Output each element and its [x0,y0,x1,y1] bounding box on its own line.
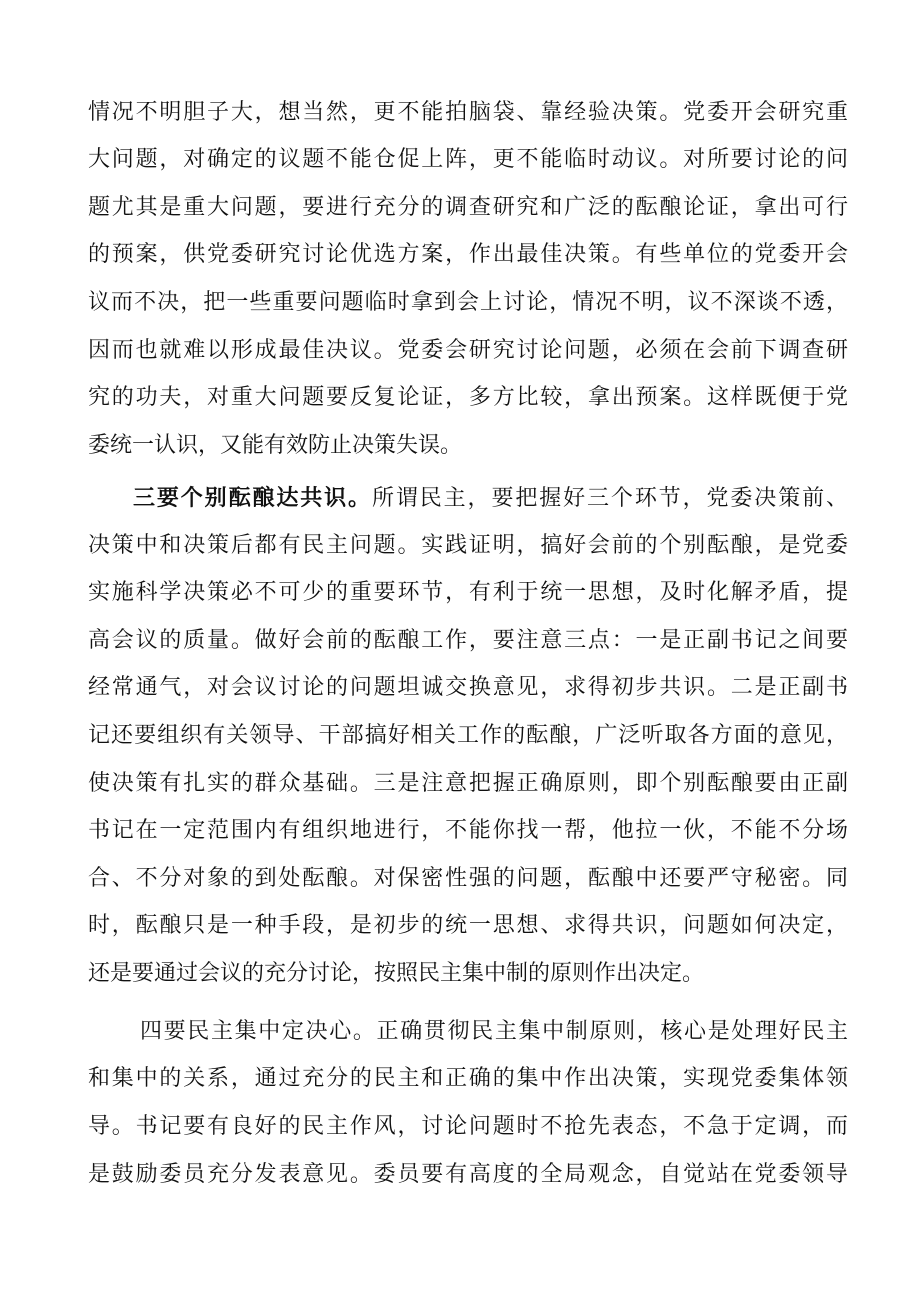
paragraph-3-line-1: 四要民主集中定决心。正确贯彻民主集中制原则，核心是处理好民主 [140,1019,848,1044]
paragraph-2-line-6: 记还要组织有关领导、干部搞好相关工作的酝酿，广泛听取各方面的意见， [88,723,848,748]
paragraph-2-line-5: 经常通气，对会议讨论的问题坦诚交换意见，求得初步共识。二是正副书 [88,675,848,700]
paragraph-2-line-10: 时，酝酿只是一种手段，是初步的统一思想、求得共识，问题如何决定， [88,913,848,938]
paragraph-1-line-5: 议而不决，把一些重要问题临时拿到会上讨论，情况不明，议不深谈不透， [88,290,848,315]
paragraph-1-line-3: 题尤其是重大问题，要进行充分的调查研究和广泛的酝酿论证，拿出可行 [88,195,848,220]
paragraph-2-line-9: 合、不分对象的到处酝酿。对保密性强的问题，酝酿中还要严守秘密。同 [88,866,848,891]
paragraph-2-line-11: 还是要通过会议的充分讨论，按照民主集中制的原则作出决定。 [88,961,705,986]
paragraph-1-line-4: 的预案，供党委研究讨论优选方案，作出最佳决策。有些单位的党委开会 [88,242,848,267]
paragraph-2-line-1-text: 所谓民主，要把握好三个环节，党委决策前、 [371,486,848,511]
paragraph-3-line-2: 和集中的关系，通过充分的民主和正确的集中作出决策，实现党委集体领 [88,1066,848,1091]
paragraph-2-line-1 [133,483,848,513]
section-heading: 三要个别酝酿达共识。 [133,485,372,511]
paragraph-1-line-8: 委统一认识，又能有效防止决策失误。 [88,433,463,458]
paragraph-2-line-7: 使决策有扎实的群众基础。三是注意把握正确原则，即个别酝酿要由正副 [88,771,848,796]
paragraph-1-line-1: 情况不明胆子大，想当然，更不能拍脑袋、靠经验决策。党委开会研究重 [88,100,848,125]
paragraph-3-line-3: 导。书记要有良好的民主作风，讨论问题时不抢先表态，不急于定调，而 [88,1114,848,1139]
paragraph-3-line-4: 是鼓励委员充分发表意见。委员要有高度的全局观念，自觉站在党委领导 [88,1162,848,1187]
paragraph-1-line-6: 因而也就难以形成最佳决议。党委会研究讨论问题，必须在会前下调查研 [88,338,848,363]
paragraph-2-line-2: 决策中和决策后都有民主问题。实践证明，搞好会前的个别酝酿，是党委 [88,533,848,558]
paragraph-1-line-2: 大问题，对确定的议题不能仓促上阵，更不能临时动议。对所要讨论的问 [88,147,848,172]
paragraph-2-line-4: 高会议的质量。做好会前的酝酿工作，要注意三点：一是正副书记之间要 [88,628,848,653]
paragraph-1-line-7: 究的功夫，对重大问题要反复论证，多方比较，拿出预案。这样既便于党 [88,385,848,410]
paragraph-2-line-8: 书记在一定范围内有组织地进行，不能你找一帮，他拉一伙，不能不分场 [88,818,848,843]
paragraph-2-line-3: 实施科学决策必不可少的重要环节，有利于统一思想，及时化解矛盾，提 [88,580,848,605]
